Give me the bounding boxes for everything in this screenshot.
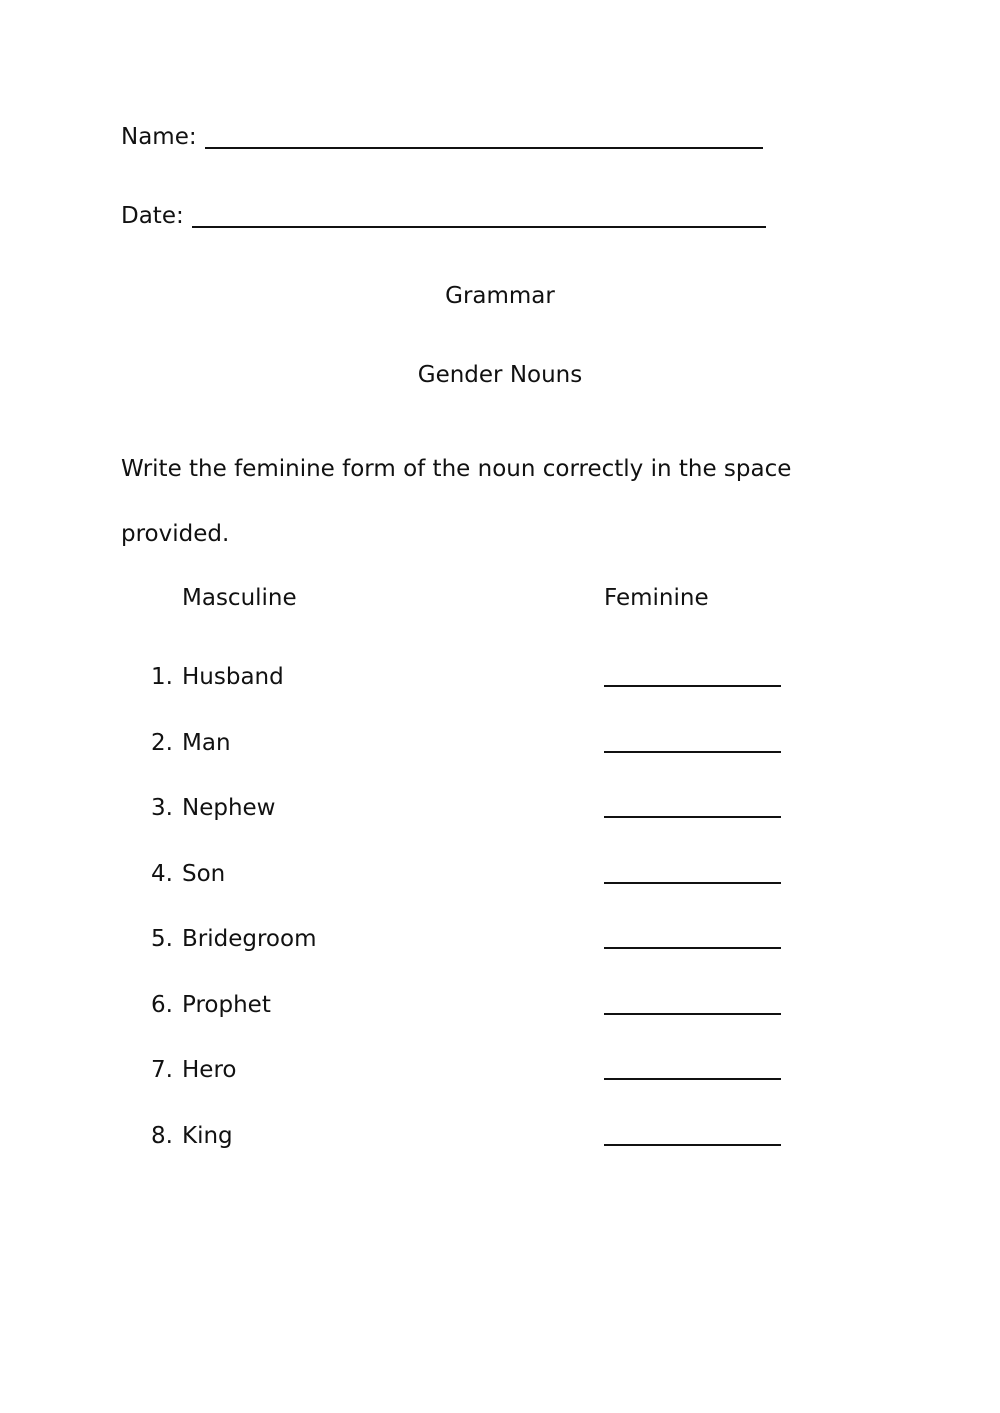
list-item [0, 791, 1000, 857]
masculine-noun: King [182, 1122, 233, 1149]
instruction-line-2: provided. [121, 521, 230, 547]
item-number: 8. [151, 1122, 173, 1149]
item-number: 5. [151, 926, 173, 952]
masculine-noun: Son [182, 860, 226, 887]
name-blank-line[interactable] [205, 147, 763, 149]
masculine-noun: Prophet [182, 991, 271, 1018]
item-number: 3. [151, 795, 173, 821]
list-item [0, 1053, 1000, 1119]
date-field-row [121, 199, 766, 233]
feminine-answer-blank[interactable] [604, 1144, 781, 1146]
feminine-answer-blank[interactable] [604, 685, 781, 687]
topic-heading: Gender Nouns [417, 362, 583, 388]
list-item [0, 922, 1000, 988]
feminine-answer-blank[interactable] [604, 882, 781, 884]
date-blank-line[interactable] [192, 226, 766, 228]
subject-heading: Grammar [445, 283, 555, 309]
feminine-answer-blank[interactable] [604, 816, 781, 818]
list-item [0, 726, 1000, 792]
list-item [0, 988, 1000, 1054]
feminine-answer-blank[interactable] [604, 1078, 781, 1080]
instructions [121, 437, 821, 567]
name-label: Name: [121, 124, 197, 150]
masculine-column-header: Masculine [182, 585, 297, 611]
masculine-noun: Nephew [182, 795, 276, 821]
item-number: 6. [151, 991, 173, 1018]
list-item [0, 857, 1000, 923]
item-number: 4. [151, 860, 173, 887]
name-field-row [121, 120, 763, 154]
item-number: 7. [151, 1057, 173, 1083]
list-item [0, 660, 1000, 726]
feminine-answer-blank[interactable] [604, 1013, 781, 1015]
feminine-column-header: Feminine [604, 585, 709, 611]
masculine-noun: Hero [182, 1057, 237, 1083]
feminine-answer-blank[interactable] [604, 751, 781, 753]
masculine-noun: Man [182, 729, 231, 756]
noun-list [0, 660, 1000, 1184]
instruction-line-1: Write the feminine form of the noun correctly in the space [121, 456, 792, 482]
masculine-noun: Husband [182, 664, 284, 690]
item-number: 1. [151, 664, 173, 690]
masculine-noun: Bridegroom [182, 926, 317, 952]
item-number: 2. [151, 729, 173, 756]
feminine-answer-blank[interactable] [604, 947, 781, 949]
list-item [0, 1119, 1000, 1185]
date-label: Date: [121, 203, 184, 229]
